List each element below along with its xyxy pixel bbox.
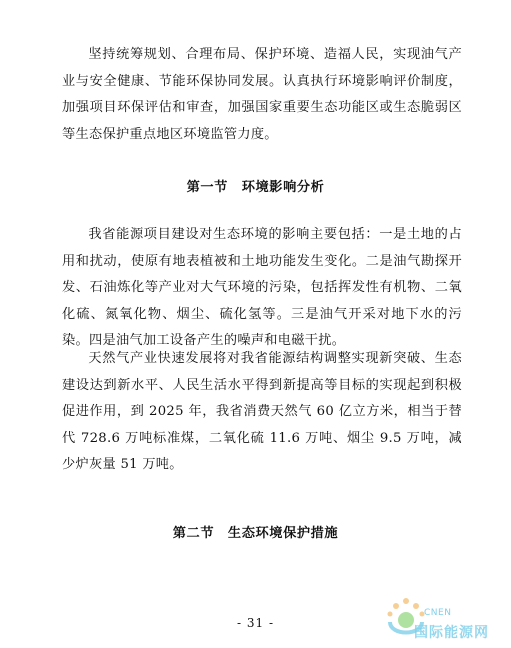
- section-1-paragraph-2: 天然气产业快速发展将对我省能源结构调整实现新突破、生态建设达到新水平、人民生活水平得到新提高等目标的实现起到积极促进作用，到 2025 年，我省消费天然气 60 亿立方米，相当于替代 728.6 万吨标准煤，二氧化硫 11.6 万吨、烟尘 9.5 万吨，减少炉灰量 51 万吨。: [62, 351, 462, 472]
- watermark: [380, 590, 511, 648]
- section-1-paragraph-1: 我省能源项目建设对生态环境的影响主要包括：一是土地的占用和扰动，使原有地表植被和土地功能发生变化。二是油气勘探开发、石油炼化等产业对大气环境的污染，包括挥发性有机物、二氧化硫、氮氧化物、烟尘、硫化氢等。三是油气开采对地下水的污染。四是油气加工设备产生的噪声和电磁干扰。: [62, 227, 462, 348]
- section-1-heading: 第一节 环境影响分析: [186, 180, 325, 195]
- page-number: - 31 -: [236, 616, 274, 630]
- intro-paragraph: 坚持统筹规划、合理布局、保护环境、造福人民，实现油气产业与安全健康、节能环保协同发展。认真执行环境影响评价制度，加强项目环保评估和审查，加强国家重要生态功能区或生态脆弱区等生态保护重点地区环境监管力度。: [62, 47, 462, 142]
- watermark-name: 国际能源网: [414, 625, 489, 641]
- section-2-heading: 第二节 生态环境保护措施: [172, 526, 339, 541]
- watermark-site: CNEN: [424, 608, 452, 618]
